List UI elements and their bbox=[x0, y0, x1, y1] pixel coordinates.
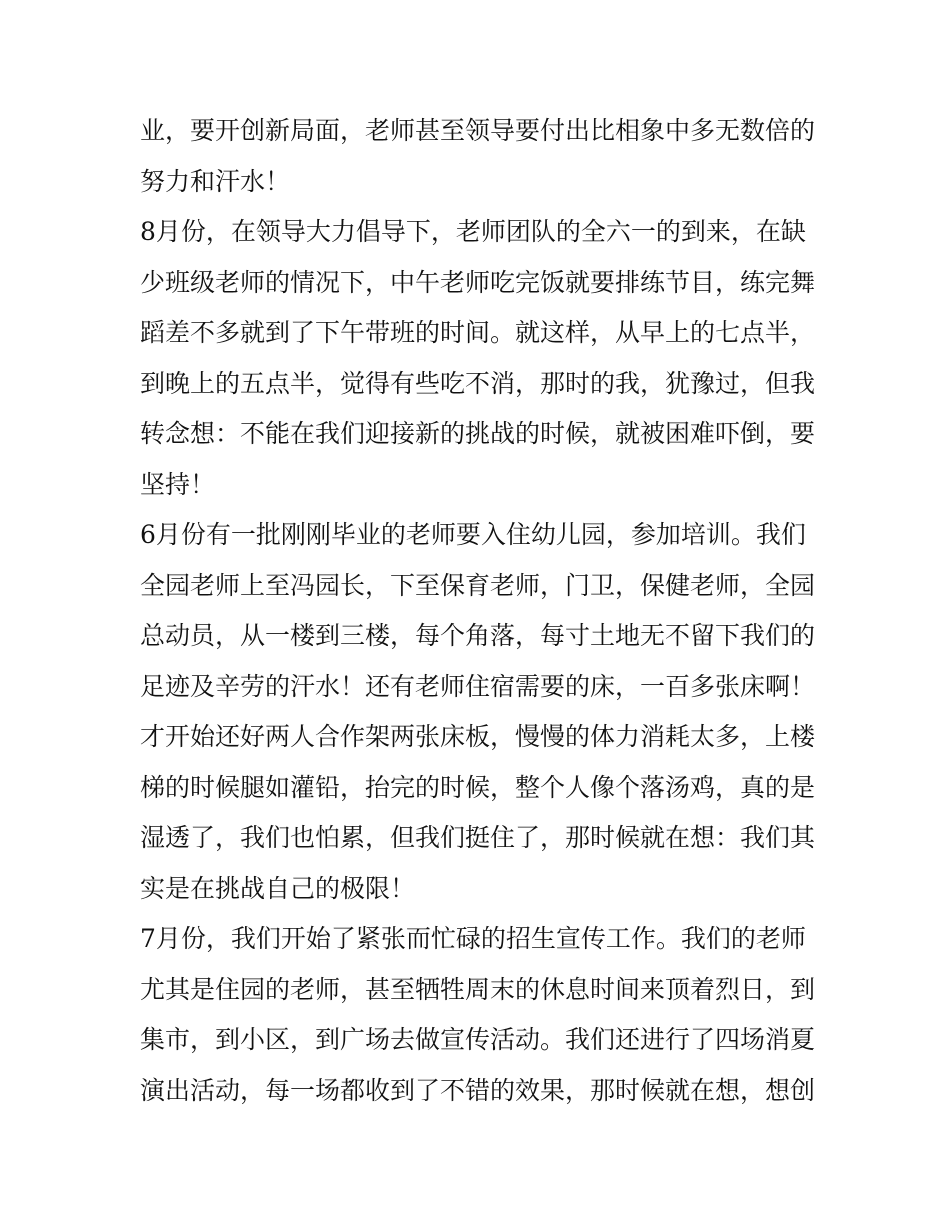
text-line: 8月份，在领导大力倡导下，老师团队的全六一的到来，在缺 bbox=[140, 217, 806, 246]
text-line: 总动员，从一楼到三楼，每个角落，每寸土地无不留下我们的 bbox=[140, 621, 816, 650]
text-line: 少班级老师的情况下，中午老师吃完饭就要排练节目，练完舞 bbox=[140, 267, 816, 297]
text-line: 7月份，我们开始了紧张而忙碌的招生宣传工作。我们的老师 bbox=[140, 924, 806, 953]
text-line: 实是在挑战自己的极限！ bbox=[140, 873, 416, 903]
text-line: 湿透了，我们也怕累，但我们挺住了，那时候就在想：我们其 bbox=[140, 823, 816, 852]
text-line: 到晚上的五点半，觉得有些吃不消，那时的我，犹豫过，但我 bbox=[140, 368, 816, 398]
text-line: 尤其是住园的老师，甚至牺牲周末的休息时间来顶着烈日，到 bbox=[140, 974, 816, 1004]
document-body bbox=[140, 106, 816, 1116]
text-line: 集市，到小区，到广场去做宣传活动。我们还进行了四场消夏 bbox=[140, 1025, 816, 1054]
text-line: 梯的时候腿如灌铅，抬完的时候，整个人像个落汤鸡，真的是 bbox=[140, 772, 816, 802]
text-line: 蹈差不多就到了下午带班的时间。就这样，从早上的七点半， bbox=[140, 318, 816, 347]
text-line: 坚持！ bbox=[140, 469, 216, 499]
text-line: 努力和汗水！ bbox=[140, 166, 291, 196]
text-line: 全园老师上至冯园长，下至保育老师，门卫，保健老师，全园 bbox=[140, 570, 816, 600]
text-line: 6月份有一批刚刚毕业的老师要入住幼儿园，参加培训。我们 bbox=[140, 520, 806, 549]
text-line: 才开始还好两人合作架两张床板，慢慢的体力消耗太多，上楼 bbox=[140, 722, 816, 751]
text-line: 足迹及辛劳的汗水！还有老师住宿需要的床，一百多张床啊！ bbox=[140, 671, 816, 701]
text-line: 业，要开创新局面，老师甚至领导要付出比相象中多无数倍的 bbox=[140, 116, 816, 145]
text-line: 转念想：不能在我们迎接新的挑战的时候，就被困难吓倒，要 bbox=[140, 419, 816, 448]
text-line: 演出活动，每一场都收到了不错的效果，那时候就在想，想创 bbox=[140, 1075, 816, 1105]
